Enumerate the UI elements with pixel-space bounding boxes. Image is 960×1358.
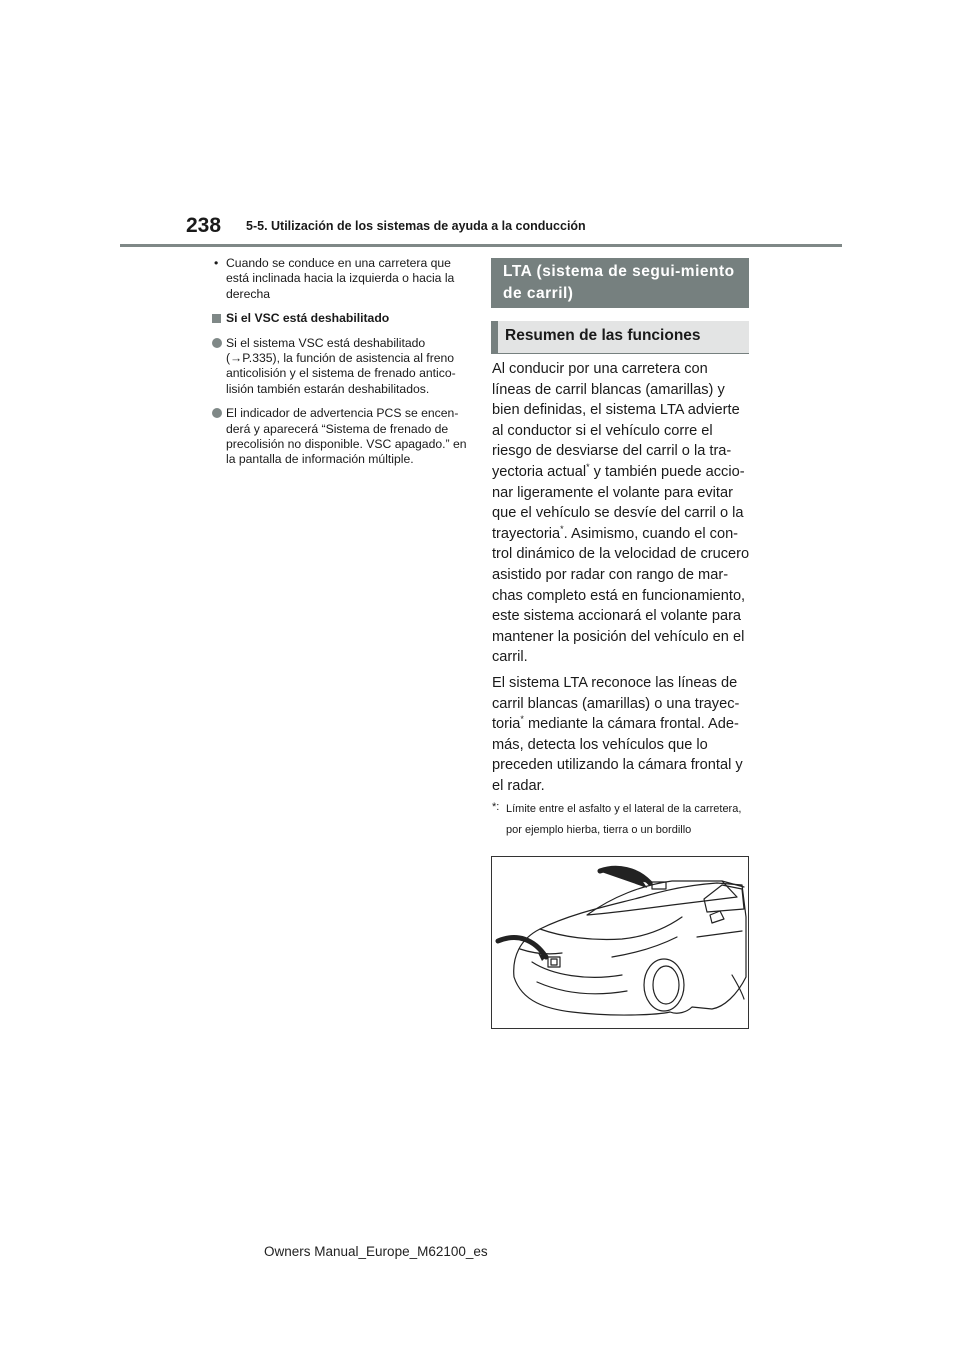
resumen-heading xyxy=(491,321,749,354)
resumen-heading-text: Resumen de las funciones xyxy=(505,327,701,344)
para2-part-b: mediante la cámara frontal. Ade-más, detecta los vehículos que lo preceden utilizando la cámara frontal y el radar. xyxy=(492,716,743,794)
footnote-text: Límite entre el asfalto y el lateral de la carretera, por ejemplo hierba, tierra o un bordillo xyxy=(506,803,742,837)
asterisk-mark: * xyxy=(560,523,564,534)
bullet-dot: • xyxy=(214,256,219,270)
list-item-text: El indicador de advertencia PCS se encen-derá y aparecerá “Sistema de frenado de precolisión no disponible. VSC apagado.” en la pantalla de información múltiple. xyxy=(226,406,467,467)
circle-marker-icon xyxy=(212,408,222,418)
car-illustration xyxy=(491,856,749,1029)
para2-part-a: El sistema LTA reconoce las líneas de carril blancas (amarillas) o una trayec-toria xyxy=(492,674,740,733)
car-icon xyxy=(492,857,748,1028)
list-item xyxy=(212,406,468,468)
subheading xyxy=(212,311,468,326)
circle-marker-icon xyxy=(212,338,222,348)
resumen-underline xyxy=(491,353,749,354)
header-rule xyxy=(120,244,842,247)
section-title: 5-5. Utilización de los sistemas de ayuda a la conducción xyxy=(246,219,586,233)
footnote-mark: *: xyxy=(492,801,500,814)
paragraph-2 xyxy=(492,673,750,797)
list-item xyxy=(212,336,468,398)
page-number: 238 xyxy=(186,214,222,237)
footer-text: Owners Manual_Europe_M62100_es xyxy=(264,1244,488,1259)
left-column xyxy=(212,256,468,477)
asterisk-mark: * xyxy=(520,714,524,725)
footnote xyxy=(492,799,750,841)
lta-heading-text: LTA (sistema de segui-miento de carril) xyxy=(503,263,735,302)
para1-part-b: y también puede accio-nar ligeramente el volante para evitar que el vehículo se desvíe del carril o la trayectoria xyxy=(492,463,745,542)
lta-heading xyxy=(491,258,749,308)
bullet-text: Cuando se conduce en una carretera que está inclinada hacia la izquierda o hacia la derecha xyxy=(226,256,455,301)
asterisk-mark: * xyxy=(586,461,590,472)
subheading-text: Si el VSC está deshabilitado xyxy=(226,311,390,326)
list-item-text: Si el sistema VSC está deshabilitado (→P.335), la función de asistencia al freno anticolisión y el sistema de frenado antico-lisión también estarán deshabilitados. xyxy=(226,335,456,396)
para1-part-a: Al conducir por una carretera con líneas de carril blancas (amarillas) y bien definidas, el sistema LTA advierte al conductor si el vehículo corre el riesgo de desviarse del carril o la tra-yectoria actual xyxy=(492,361,740,480)
paragraph-1 xyxy=(492,359,750,668)
para1-part-c: . Asimismo, cuando el con-trol dinámico de la velocidad de crucero asistido por radar con rango de mar-chas completo está en funcionamiento, este sistema accionará el volante para mantener la posición del vehículo en el carril. xyxy=(492,525,750,666)
bullet-item xyxy=(212,256,468,302)
right-column xyxy=(492,359,750,841)
square-marker-icon xyxy=(212,314,221,323)
